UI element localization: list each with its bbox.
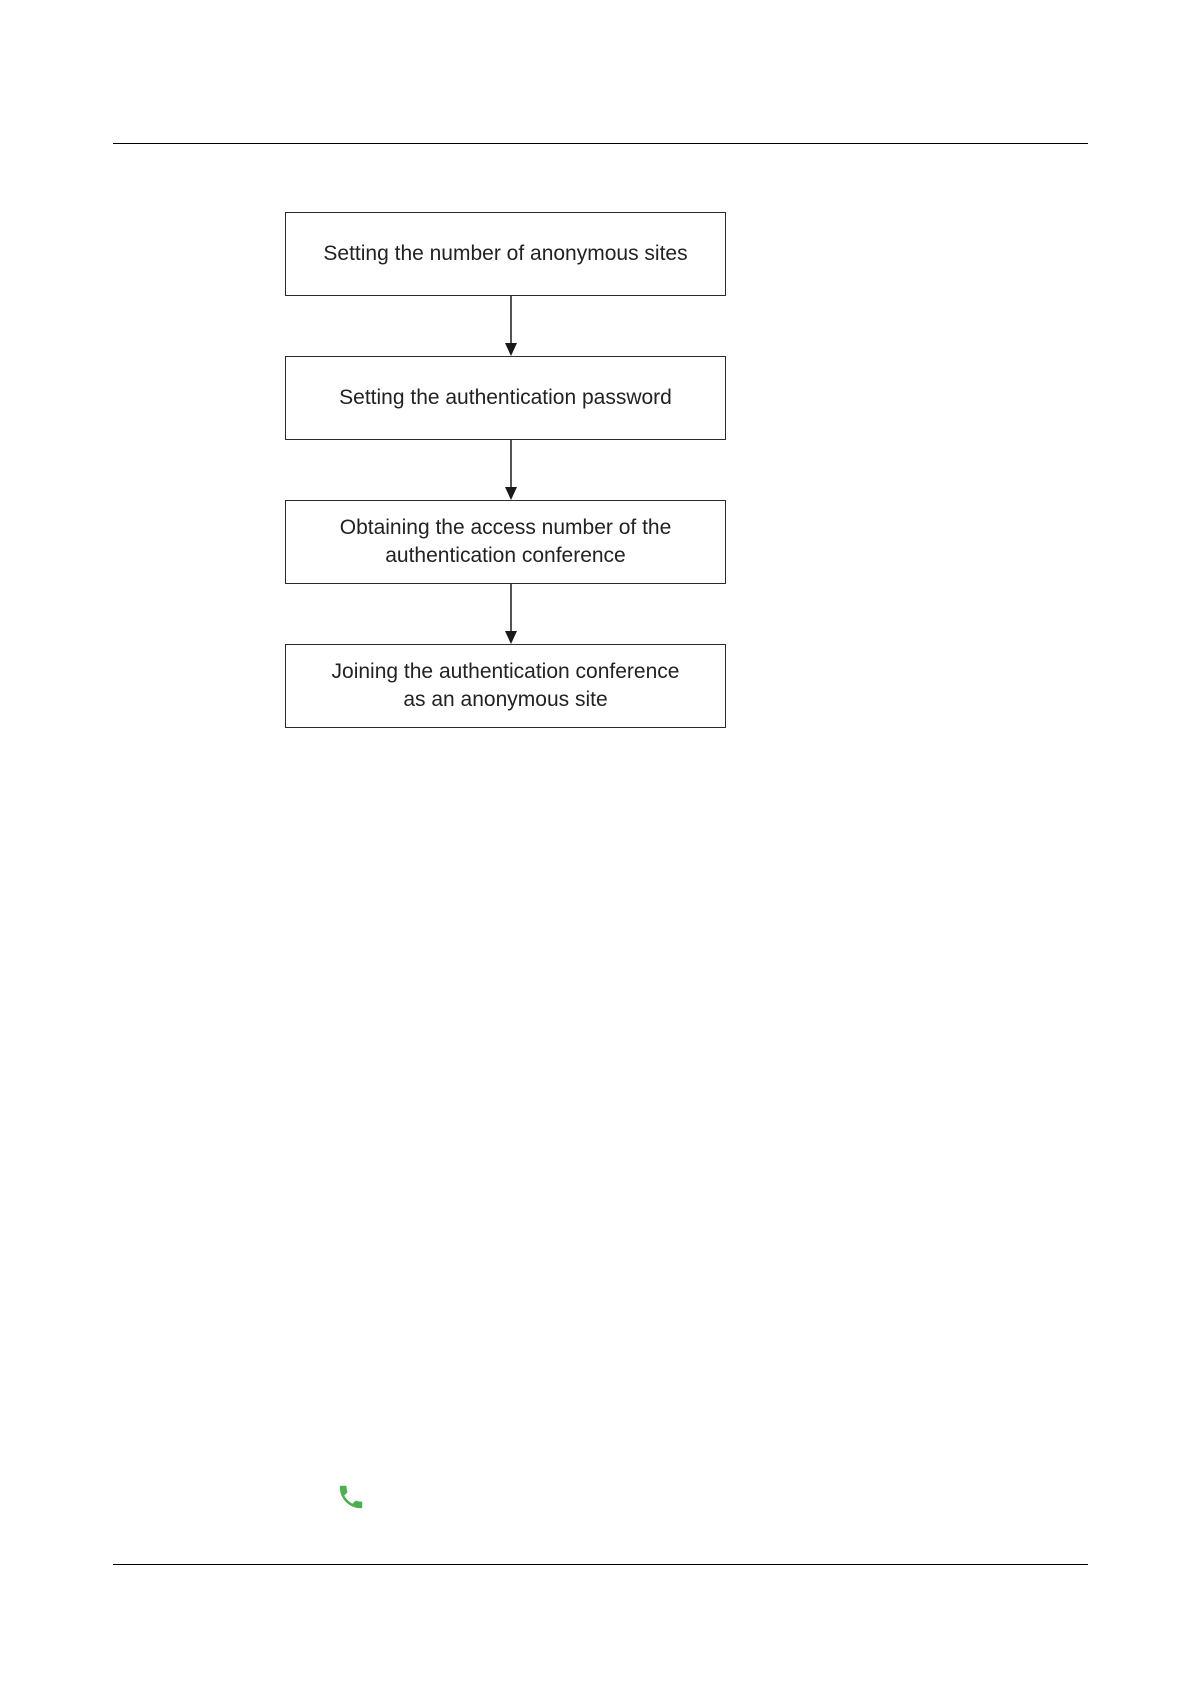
- flowchart-step-3: [285, 500, 726, 584]
- flowchart-step-2: [285, 356, 726, 440]
- arrow-1-to-2: [505, 296, 517, 356]
- flowchart-step-4-label: Joining the authentication conference as an anonymous site: [331, 660, 680, 711]
- flowchart-step-1: [285, 212, 726, 296]
- flowchart-step-4: [285, 644, 726, 728]
- phone-icon: [336, 1482, 366, 1512]
- footer-rule-right: [408, 1564, 1088, 1565]
- arrow-3-to-4: [505, 584, 517, 644]
- flowchart-step-2-label: Setting the authentication password: [339, 386, 672, 409]
- footer-rule-left: [113, 1564, 408, 1565]
- flowchart-step-3-label: Obtaining the access number of the authentication conference: [339, 516, 672, 567]
- flowchart-step-1-label: Setting the number of anonymous sites: [323, 242, 688, 265]
- arrow-2-to-3: [505, 440, 517, 500]
